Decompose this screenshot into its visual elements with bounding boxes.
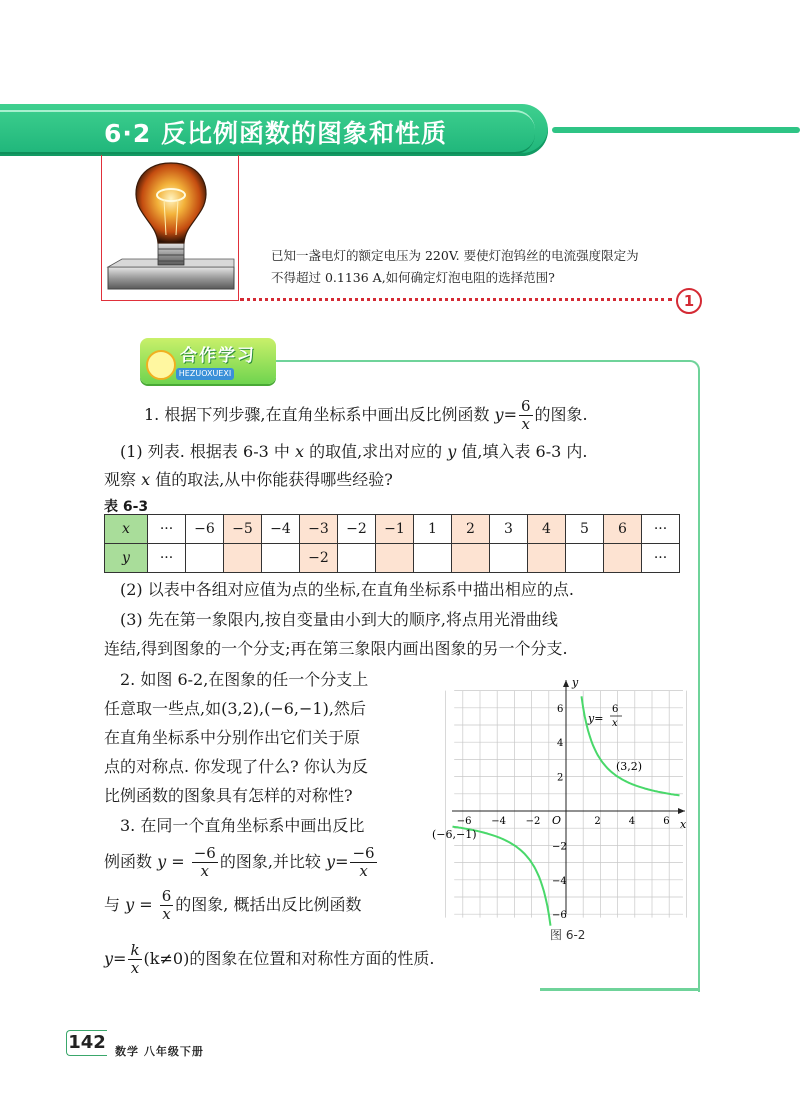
q1-var-y: y bbox=[494, 405, 504, 424]
x-tick-label: 2 bbox=[594, 816, 601, 827]
table-cell: −3 bbox=[300, 515, 338, 544]
q1-numerator: 6 bbox=[520, 397, 531, 415]
q3-var-y-4: y bbox=[104, 949, 114, 968]
y-tick-label: 2 bbox=[557, 772, 564, 784]
question-1 bbox=[144, 398, 588, 433]
y-tick-label: 4 bbox=[557, 738, 564, 750]
q3-denominator: x bbox=[200, 862, 210, 880]
table-cell: −2 bbox=[300, 544, 338, 573]
step1-text-b: 的取值,求出对应的 bbox=[303, 442, 448, 461]
y-tick-label: 6 bbox=[557, 703, 564, 715]
table-cell bbox=[604, 544, 642, 573]
table-cell: 1 bbox=[414, 515, 452, 544]
smile-icon bbox=[146, 350, 176, 380]
table-cell: 5 bbox=[566, 515, 604, 544]
q3-line-2 bbox=[104, 845, 379, 880]
table-head-x: x bbox=[105, 515, 148, 544]
table-cell bbox=[186, 544, 224, 573]
table-cell bbox=[566, 544, 604, 573]
graph-ticks bbox=[457, 704, 670, 921]
q2-line-2: 任意取一些点,如(3,2),(−6,−1),然后 bbox=[104, 699, 366, 718]
q1-post: 的图象. bbox=[534, 405, 588, 424]
q1-text: 1. 根据下列步骤,在直角坐标系中画出反比例函数 bbox=[144, 405, 495, 424]
q3-eq: = bbox=[166, 852, 190, 871]
q3-numerator-3: 6 bbox=[161, 887, 172, 905]
y-tick-label: −2 bbox=[552, 841, 567, 853]
origin-label: O bbox=[552, 814, 562, 827]
table-cell: −6 bbox=[186, 515, 224, 544]
step1-var-x: x bbox=[294, 442, 304, 461]
coop-box-bottom bbox=[540, 988, 700, 991]
table-cell: ··· bbox=[642, 515, 680, 544]
q3-denominator-2: x bbox=[359, 862, 368, 880]
section-title: 6·2 反比例函数的图象和性质 bbox=[104, 119, 447, 148]
step1-text-a: (1) 列表. 根据表 6-3 中 bbox=[120, 442, 295, 461]
curve-label-y: y= bbox=[588, 712, 604, 725]
q3-eq-4: = bbox=[113, 949, 127, 968]
step1-text-c: 值,填入表 6-3 内. bbox=[456, 442, 588, 461]
intro-line-2: 不得超过 0.1136 A,如何确定灯泡电阻的选择范围? bbox=[271, 270, 555, 285]
light-bulb-photo bbox=[102, 155, 238, 300]
y-tick-label: −4 bbox=[552, 875, 567, 887]
x-tick-label: −6 bbox=[456, 816, 472, 827]
table-cell: ··· bbox=[148, 515, 186, 544]
table-cell: −1 bbox=[376, 515, 414, 544]
q3-line-1: 3. 在同一个直角坐标系中画出反比 bbox=[120, 816, 365, 835]
step1-text-e: 值的取法,从中你能获得哪些经验? bbox=[150, 470, 393, 489]
x-axis-label: x bbox=[680, 818, 687, 831]
table-row-x bbox=[105, 515, 680, 544]
step1-var-x-2: x bbox=[141, 470, 151, 489]
table-head-y: y bbox=[105, 544, 148, 573]
q3-text-e: 的图象在位置和对称性方面的性质. bbox=[189, 949, 435, 968]
curve-branch-3 bbox=[453, 827, 551, 926]
q3-text-a: 例函数 bbox=[104, 852, 158, 871]
q2-line-5: 比例函数的图象具有怎样的对称性? bbox=[104, 786, 353, 805]
q3-eq-3: = bbox=[134, 895, 158, 914]
values-table bbox=[104, 514, 680, 573]
table-cell bbox=[452, 544, 490, 573]
banner-line bbox=[552, 127, 800, 133]
q3-line-4 bbox=[104, 942, 434, 977]
table-cell: −2 bbox=[338, 515, 376, 544]
table-cell bbox=[490, 544, 528, 573]
step1-var-y: y bbox=[447, 442, 457, 461]
q3-denominator-4: x bbox=[130, 959, 140, 977]
table-cell: −4 bbox=[262, 515, 300, 544]
y-tick-label: −6 bbox=[552, 910, 567, 922]
q3-var-y-2: y bbox=[326, 852, 336, 871]
x-axis-arrow-icon bbox=[678, 808, 685, 814]
table-cell bbox=[224, 544, 262, 573]
q3-eq-2: = bbox=[335, 852, 349, 871]
x-tick-label: −4 bbox=[491, 816, 506, 827]
table-cell: 6 bbox=[604, 515, 642, 544]
intro-line-1: 已知一盏电灯的额定电压为 220V. 要使灯泡钨丝的电流强度限定为 bbox=[271, 248, 639, 263]
table-cell bbox=[262, 544, 300, 573]
q3-numerator-2: −6 bbox=[352, 844, 375, 862]
table-cell: ··· bbox=[642, 544, 680, 573]
q3-fraction-neg bbox=[192, 845, 218, 880]
page-number: 142 bbox=[66, 1030, 107, 1056]
q3-var-y: y bbox=[157, 852, 167, 871]
coop-pinyin: HEZUOXUEXI bbox=[176, 368, 234, 380]
hyperbola-graph bbox=[432, 674, 690, 924]
table-cell bbox=[338, 544, 376, 573]
q2-line-1: 2. 如图 6-2,在图象的任一个分支上 bbox=[120, 670, 369, 689]
q3-fraction-pos bbox=[160, 888, 174, 923]
q3-text-d: 的图象, 概括出反比例函数 bbox=[175, 895, 362, 914]
q3-text-b: 的图象,并比较 bbox=[219, 852, 327, 871]
x-tick-label: −2 bbox=[525, 816, 541, 827]
q1-eq: = bbox=[503, 405, 517, 424]
intro-text bbox=[271, 245, 691, 289]
table-cell: 2 bbox=[452, 515, 490, 544]
table-cell: −5 bbox=[224, 515, 262, 544]
table-cell bbox=[414, 544, 452, 573]
coop-title: 合作学习 bbox=[180, 346, 256, 366]
q2-line-3: 在直角坐标系中分别作出它们关于原 bbox=[104, 728, 361, 747]
dotted-divider bbox=[240, 298, 672, 301]
step-2: (2) 以表中各组对应值为点的坐标,在直角坐标系中描出相应的点. bbox=[120, 580, 574, 599]
curve-label-den: x bbox=[612, 718, 618, 729]
q3-condition: (k≠0) bbox=[143, 949, 190, 968]
q1-fraction bbox=[519, 398, 533, 433]
photo-frame bbox=[101, 155, 239, 301]
table-cell: ··· bbox=[148, 544, 186, 573]
y-axis-arrow-icon bbox=[563, 680, 569, 687]
q3-numerator-k: k bbox=[130, 941, 140, 959]
table-cell bbox=[376, 544, 414, 573]
table-cell bbox=[528, 544, 566, 573]
step-3-line-2: 连结,得到图象的一个分支;再在第三象限内画出图象的另一个分支. bbox=[104, 639, 568, 658]
q2-line-4: 点的对称点. 你发现了什么? 你认为反 bbox=[104, 757, 368, 776]
step-3-line-1: (3) 先在第一象限内,按自变量由小到大的顺序,将点用光滑曲线 bbox=[120, 610, 558, 629]
figure-caption: 图 6-2 bbox=[550, 928, 586, 942]
table-row-y bbox=[105, 544, 680, 573]
q1-denominator: x bbox=[521, 415, 530, 433]
step-1-line-1 bbox=[120, 440, 588, 464]
step-1-line-2 bbox=[104, 468, 393, 492]
q3-fraction-neg-2 bbox=[350, 845, 376, 880]
point-label-neg6-neg1: (−6,−1) bbox=[432, 828, 477, 841]
problem-marker: 1 bbox=[676, 288, 702, 314]
q3-text-c: 与 bbox=[104, 895, 126, 914]
book-title: 数学 八年级下册 bbox=[115, 1045, 204, 1058]
q3-denominator-3: x bbox=[162, 905, 171, 923]
table-cell: 4 bbox=[528, 515, 566, 544]
y-axis-label: y bbox=[572, 676, 579, 689]
curve-label-num: 6 bbox=[612, 704, 619, 715]
x-tick-label: 6 bbox=[663, 816, 670, 827]
q3-numerator: −6 bbox=[193, 844, 216, 862]
point-label-3-2: (3,2) bbox=[616, 760, 643, 773]
q3-fraction-k bbox=[128, 942, 141, 977]
x-tick-label: 4 bbox=[628, 816, 636, 827]
q3-line-3 bbox=[104, 888, 361, 923]
table-caption: 表 6-3 bbox=[104, 499, 149, 515]
q3-var-y-3: y bbox=[125, 895, 135, 914]
step1-text-d: 观察 bbox=[104, 470, 142, 489]
table-cell: 3 bbox=[490, 515, 528, 544]
